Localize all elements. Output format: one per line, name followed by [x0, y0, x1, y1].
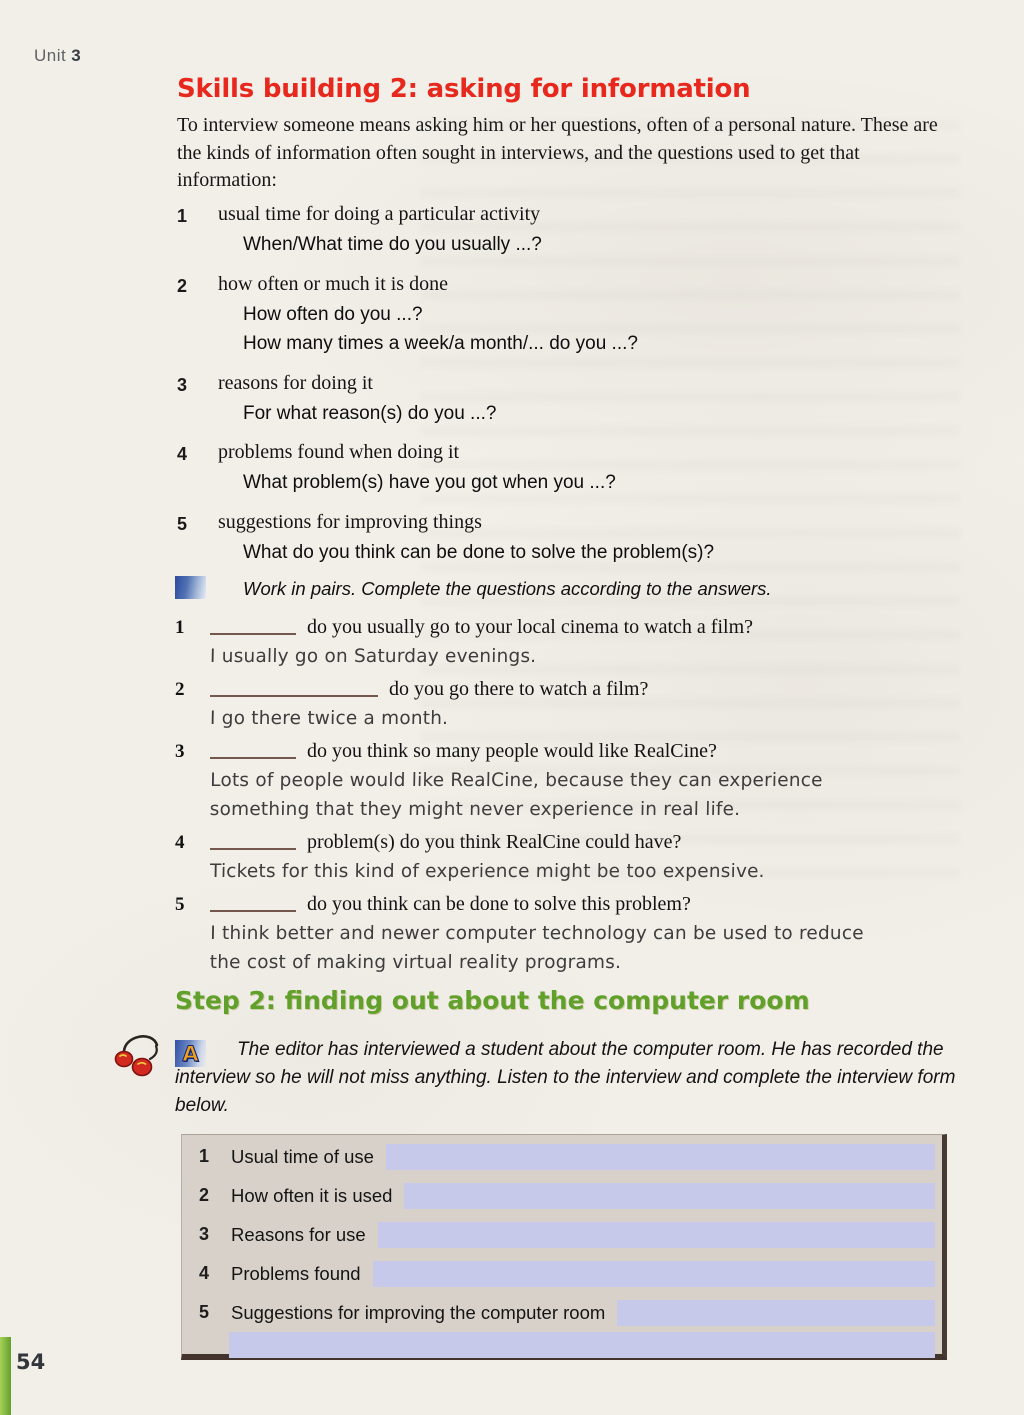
exercise-number: 3	[175, 741, 185, 762]
page-edge-bar	[0, 1337, 11, 1415]
info-item	[177, 270, 952, 359]
exercise-item	[175, 737, 955, 824]
answer-blank	[210, 899, 296, 912]
exercise-question: do you go there to watch a film?	[389, 678, 649, 700]
info-item	[177, 369, 952, 429]
form-row-label: Problems found	[231, 1262, 361, 1284]
form-row	[199, 1215, 935, 1254]
form-row	[199, 1254, 935, 1293]
info-item	[177, 438, 952, 498]
exercise-question: do you think can be done to solve this problem?	[307, 893, 691, 915]
answer-line	[386, 1144, 935, 1170]
exercise-question-line	[175, 613, 955, 642]
interview-form	[181, 1134, 947, 1360]
listening-instruction: The editor has interviewed a student about the computer room. He has recorded the interview so he will not miss anything. Listen to the interview and complete the interview form below.	[175, 1039, 956, 1116]
section-b-marker-icon	[175, 576, 206, 599]
handwritten-answer: I usually go on Saturday evenings.	[209, 646, 537, 667]
answer-blank	[210, 746, 296, 759]
exercise-item	[175, 828, 955, 886]
item-number: 1	[177, 206, 188, 226]
item-number: 5	[177, 513, 188, 534]
item-number: 2	[177, 275, 188, 296]
exercise-number: 2	[175, 679, 185, 700]
exercise-question-line	[175, 828, 955, 857]
exercise-item	[175, 675, 955, 733]
handwritten-answer: Tickets for this kind of experience might be too expensive.	[209, 861, 765, 882]
exercise-question: do you usually go to your local cinema to watch a film?	[307, 616, 753, 638]
unit-label: Unit	[34, 46, 67, 65]
form-row-number: 1	[199, 1146, 210, 1166]
form-row	[199, 1293, 935, 1332]
item-number: 3	[177, 374, 188, 395]
exercise-question: problem(s) do you think RealCine could have?	[307, 831, 682, 853]
info-item-heading	[177, 438, 952, 468]
handwritten-answer: Lots of people would like RealCine, because they can experience something that they might never experience in real life.	[209, 770, 823, 820]
answer-line-continuation	[229, 1332, 935, 1358]
exercise-number: 5	[175, 894, 185, 915]
exercise-number: 4	[175, 832, 185, 853]
answer-blank	[210, 622, 296, 635]
answer-line	[617, 1300, 935, 1326]
form-row	[199, 1137, 935, 1176]
example-question: What problem(s) have you got when you ...?	[243, 472, 616, 493]
skills-building-title: Skills building 2: asking for information	[177, 74, 751, 104]
exercise-item	[175, 890, 955, 977]
item-number: 4	[177, 444, 188, 464]
section-a-letter: A	[182, 1041, 199, 1066]
pair-work-section	[175, 574, 955, 981]
unit-number: 3	[71, 46, 82, 65]
form-row-number: 2	[199, 1185, 210, 1205]
form-row-label: How often it is used	[231, 1184, 393, 1206]
headphones-icon	[112, 1030, 168, 1080]
form-row-number: 5	[199, 1302, 210, 1322]
example-question: How many times a week/a month/... do you ...?	[243, 333, 638, 354]
info-item-heading	[177, 508, 952, 538]
handwritten-answer: I go there twice a month.	[209, 708, 449, 729]
form-row-number: 4	[199, 1263, 210, 1283]
answer-blank	[210, 684, 378, 697]
form-row-label: Usual time of use	[231, 1145, 374, 1167]
info-item-heading	[177, 369, 952, 399]
answer-line	[373, 1261, 935, 1287]
info-item	[177, 508, 952, 568]
answer-blank	[210, 837, 296, 850]
form-row	[199, 1176, 935, 1215]
page-number: 54	[16, 1350, 46, 1374]
exercise-item	[175, 613, 955, 671]
step2-title: Step 2: finding out about the computer room	[175, 986, 810, 1015]
form-row-label: Suggestions for improving the computer room	[231, 1301, 606, 1323]
example-question: For what reason(s) do you ...?	[243, 402, 497, 424]
exercise-number: 1	[175, 617, 185, 638]
information-types-list	[177, 200, 952, 577]
exercise-question-line	[175, 675, 955, 704]
listening-section	[175, 1036, 975, 1120]
pair-work-instruction: Work in pairs. Complete the questions according to the answers.	[243, 577, 772, 599]
pair-work-header	[175, 574, 955, 603]
info-item	[177, 200, 952, 260]
exercise-question: do you think so many people would like RealCine?	[307, 740, 717, 762]
example-question: How often do you ...?	[243, 303, 423, 325]
unit-header	[34, 46, 81, 66]
item-label: how often or much it is done	[218, 272, 448, 295]
skills-building-intro: To interview someone means asking him or her questions, often of a personal nature. These are the kinds of information often sought in interviews, and the questions used to get that information:	[177, 114, 938, 191]
item-label: usual time for doing a particular activity	[218, 203, 541, 225]
item-label: reasons for doing it	[218, 371, 373, 394]
exercise-question-line	[175, 737, 955, 766]
example-question: What do you think can be done to solve the problem(s)?	[243, 541, 715, 563]
section-a-badge	[175, 1040, 206, 1067]
item-label: problems found when doing it	[218, 441, 460, 463]
handwritten-answer: I think better and newer computer technology can be used to reduce the cost of making virtual reality programs.	[209, 923, 864, 973]
info-item-heading	[177, 200, 952, 230]
item-label: suggestions for improving things	[218, 510, 482, 533]
info-item-heading	[177, 270, 952, 300]
answer-line	[378, 1222, 935, 1248]
answer-line	[404, 1183, 935, 1209]
example-question: When/What time do you usually ...?	[243, 234, 542, 255]
form-row-label: Reasons for use	[231, 1223, 366, 1245]
exercise-question-line	[175, 890, 955, 919]
form-row-number: 3	[199, 1224, 210, 1244]
